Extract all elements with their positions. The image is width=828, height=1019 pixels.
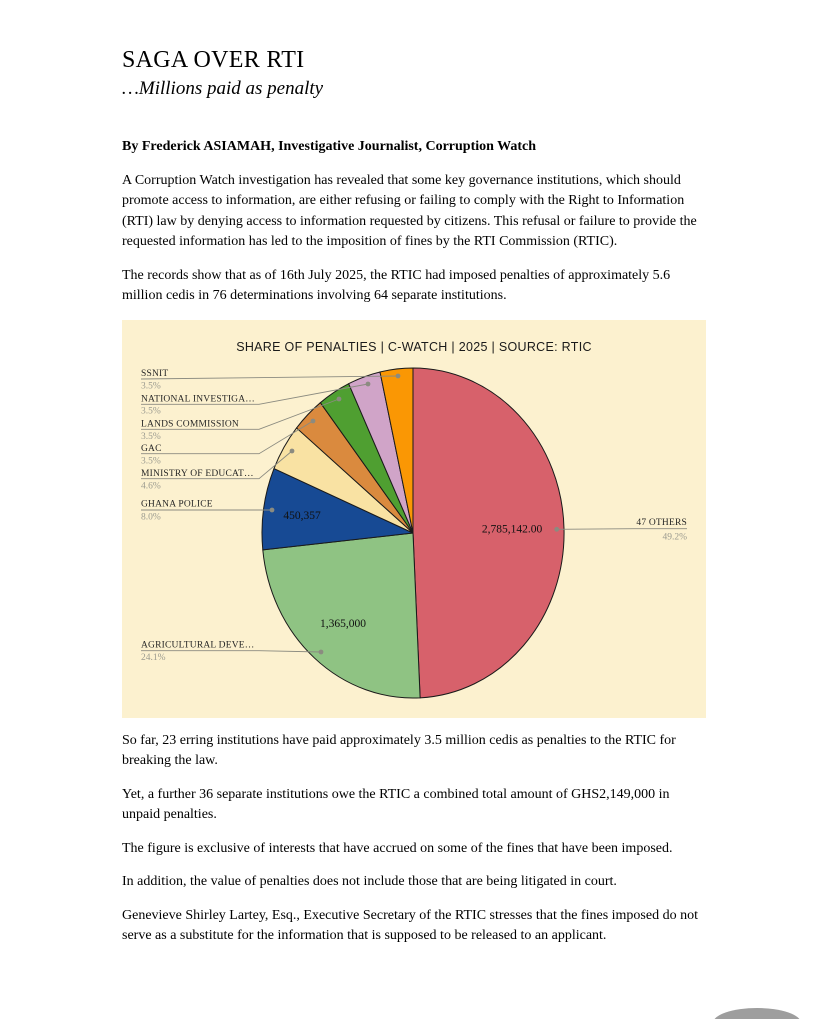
slice-value-47-others: 2,785,142.00 [481, 523, 543, 536]
callout-pct-lands-commission: 3.5% [141, 431, 161, 442]
article-byline: By Frederick ASIAMAH, Investigative Journalist, Corruption Watch [122, 139, 537, 155]
callout-label-agricultural-deve: AGRICULTURAL DEVE… [141, 640, 255, 651]
callout-dot-agricultural-deve [319, 649, 324, 654]
paragraph-intro-1: A Corruption Watch investigation has revealed that some key governance institutions, which should promote access to information, are either refusing or failing to comply with the Right to Information (RTI) law by denying access to information requested by citizens. This refusal or failure to provide the requested information has led to the imposition of fines by the RTI Commission (RTIC). [122, 172, 697, 250]
callout-dot-ssnit [396, 373, 401, 378]
page-corner-shape [713, 1008, 801, 1019]
callout-dot-gac [311, 418, 316, 423]
article-subtitle: …Millions paid as penalty [122, 77, 324, 99]
callout-dot-ghana-police [270, 507, 275, 512]
callout-label-gac: GAC [141, 443, 162, 454]
callout-pct-ssnit: 3.5% [141, 381, 161, 392]
article-title: SAGA OVER RTI [122, 47, 305, 73]
callout-pct-ghana-police: 8.0% [141, 512, 161, 523]
callout-label-47-others: 47 OTHERS [636, 517, 687, 528]
paragraph-body-4: In addition, the value of penalties does not include those that are being litigated in court. [122, 874, 617, 890]
penalties-pie-chart [122, 320, 706, 718]
callout-pct-ministry-of-educat: 4.6% [141, 481, 161, 492]
callout-pct-gac: 3.5% [141, 456, 161, 467]
paragraph-body-5: Genevieve Shirley Lartey, Esq., Executive Secretary of the RTIC stresses that the fines imposed do not serve as a substitute for the information that is supposed to be released to an applicant. [122, 907, 698, 944]
callout-pct-agricultural-deve: 24.1% [141, 652, 166, 663]
callout-label-ssnit: SSNIT [141, 368, 169, 379]
callout-label-lands-commission: LANDS COMMISSION [141, 419, 239, 430]
callout-dot-ministry-of-educat [290, 448, 295, 453]
callout-pct-national-investiga: 3.5% [141, 406, 161, 417]
callout-dot-lands-commission [337, 396, 342, 401]
chart-title: SHARE OF PENALTIES | C-WATCH | 2025 | SOURCE: RTIC [236, 339, 592, 354]
paragraph-body-2: Yet, a further 36 separate institutions owe the RTIC a combined total amount of GHS2,149,000 in unpaid penalties. [122, 786, 670, 823]
pie-chart-svg [122, 320, 706, 718]
article [122, 0, 706, 947]
callout-dot-national-investiga [366, 381, 371, 386]
callout-label-ghana-police: GHANA POLICE [141, 499, 213, 510]
paragraph-body-1: So far, 23 erring institutions have paid approximately 3.5 million cedis as penalties to the RTIC for breaking the law. [122, 732, 676, 769]
callout-pct-47-others: 49.2% [662, 532, 687, 543]
slice-value-ghana-police: 450,357 [283, 509, 321, 522]
paragraph-body-3: The figure is exclusive of interests that have accrued on some of the fines that have been imposed. [122, 840, 673, 856]
slice-value-agricultural-deve: 1,365,000 [320, 617, 366, 630]
paragraph-intro-2: The records show that as of 16th July 2025, the RTIC had imposed penalties of approximately 5.6 million cedis in 76 determinations involving 64 separate institutions. [122, 267, 671, 304]
callout-label-ministry-of-educat: MINISTRY OF EDUCAT… [141, 468, 254, 479]
callout-dot-47-others [554, 527, 559, 532]
callout-label-national-investiga: NATIONAL INVESTIGA… [141, 394, 256, 405]
